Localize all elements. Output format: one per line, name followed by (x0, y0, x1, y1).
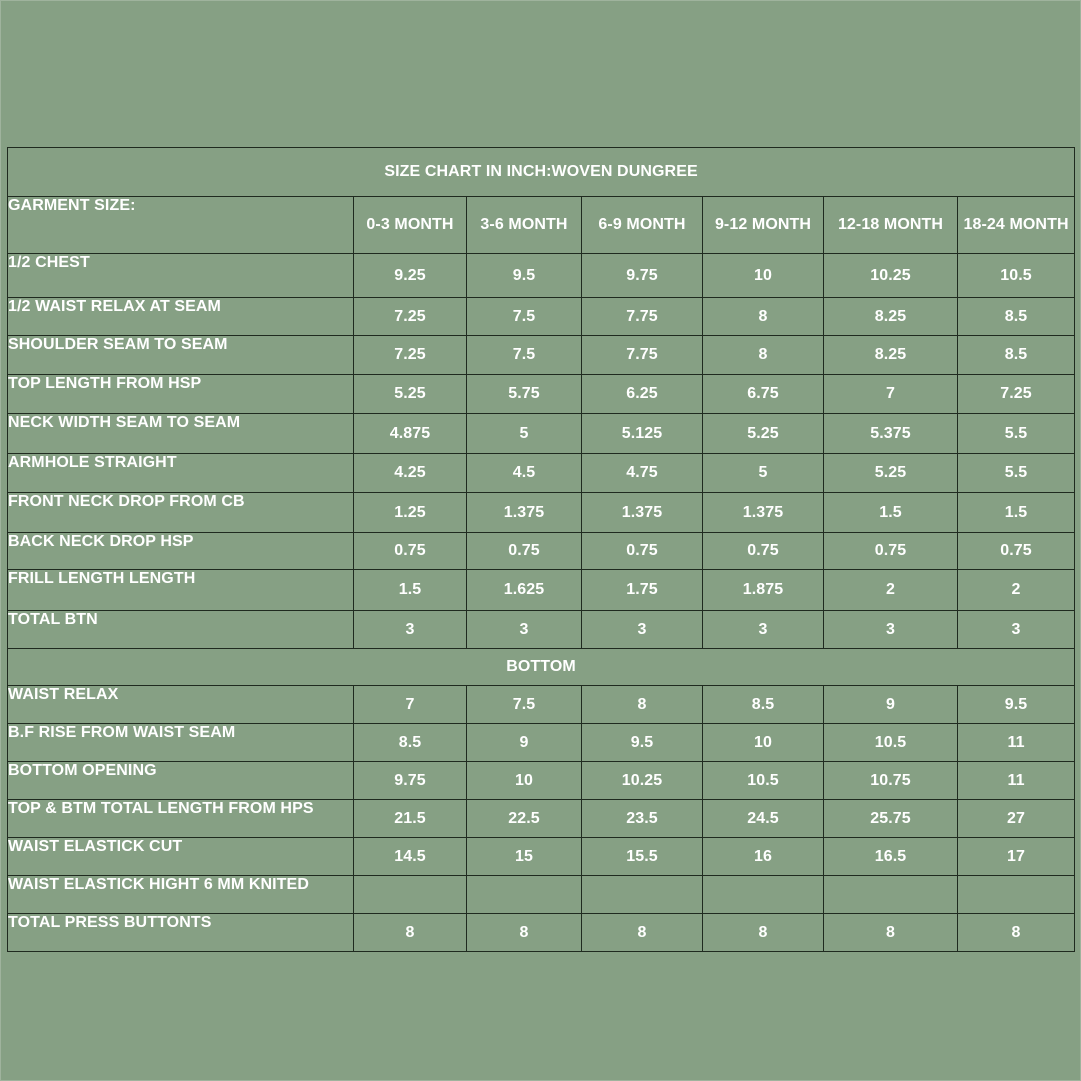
measurement-label: FRILL LENGTH LENGTH (8, 570, 354, 611)
measurement-value: 3 (703, 611, 824, 649)
measurement-value: 9.25 (354, 254, 467, 298)
measurement-value: 10.25 (582, 762, 703, 800)
measurement-value: 11 (958, 762, 1075, 800)
measurement-value: 3 (958, 611, 1075, 649)
measurement-row (8, 800, 1075, 838)
measurement-value: 9.5 (467, 254, 582, 298)
measurement-row (8, 686, 1075, 724)
measurement-value: 1.5 (958, 493, 1075, 533)
measurement-value: 5.75 (467, 375, 582, 414)
title-row (8, 148, 1075, 197)
measurement-value: 7.75 (582, 336, 703, 375)
measurement-value: 10 (703, 254, 824, 298)
measurement-value: 10.5 (824, 724, 958, 762)
measurement-value: 2 (958, 570, 1075, 611)
measurement-value: 5.25 (703, 414, 824, 454)
measurement-value: 8.5 (703, 686, 824, 724)
measurement-row (8, 254, 1075, 298)
measurement-value: 8.25 (824, 336, 958, 375)
measurement-value: 16 (703, 838, 824, 876)
section-row (8, 649, 1075, 686)
measurement-label: TOP & BTM TOTAL LENGTH FROM HPS (8, 800, 354, 838)
measurement-value: 27 (958, 800, 1075, 838)
measurement-row (8, 493, 1075, 533)
measurement-value: 1.75 (582, 570, 703, 611)
measurement-row (8, 533, 1075, 570)
measurement-value: 8.5 (958, 298, 1075, 336)
measurement-label: WAIST RELAX (8, 686, 354, 724)
measurement-value: 1.375 (703, 493, 824, 533)
measurement-value: 15.5 (582, 838, 703, 876)
measurement-value: 8 (703, 914, 824, 952)
measurement-value: 0.75 (582, 533, 703, 570)
chart-title: SIZE CHART IN INCH:WOVEN DUNGREE (8, 148, 1075, 197)
measurement-value: 9.75 (354, 762, 467, 800)
measurement-label: 1/2 CHEST (8, 254, 354, 298)
measurement-value: 9.5 (958, 686, 1075, 724)
measurement-value: 9.75 (582, 254, 703, 298)
measurement-value (703, 876, 824, 914)
measurement-value: 10.25 (824, 254, 958, 298)
measurement-value: 0.75 (467, 533, 582, 570)
measurement-value: 3 (467, 611, 582, 649)
measurement-value: 0.75 (958, 533, 1075, 570)
measurement-row (8, 414, 1075, 454)
measurement-value: 8 (582, 914, 703, 952)
measurement-value: 6.75 (703, 375, 824, 414)
measurement-value: 10.5 (703, 762, 824, 800)
measurement-value: 7.5 (467, 298, 582, 336)
measurement-value: 4.25 (354, 454, 467, 493)
measurement-value: 5 (467, 414, 582, 454)
measurement-row (8, 336, 1075, 375)
measurement-label: WAIST ELASTICK CUT (8, 838, 354, 876)
measurement-value: 8 (354, 914, 467, 952)
measurement-value: 16.5 (824, 838, 958, 876)
measurement-label: BACK NECK DROP HSP (8, 533, 354, 570)
measurement-row (8, 876, 1075, 914)
measurement-value: 10 (467, 762, 582, 800)
measurement-value (582, 876, 703, 914)
size-header: 9-12 MONTH (703, 197, 824, 254)
measurement-value: 1.875 (703, 570, 824, 611)
measurement-value: 2 (824, 570, 958, 611)
measurement-value: 9.5 (582, 724, 703, 762)
measurement-value: 1.625 (467, 570, 582, 611)
measurement-value: 23.5 (582, 800, 703, 838)
measurement-value: 7.25 (354, 298, 467, 336)
measurement-value: 7 (824, 375, 958, 414)
measurement-value: 8 (824, 914, 958, 952)
measurement-label: FRONT NECK DROP FROM CB (8, 493, 354, 533)
measurement-value: 10.75 (824, 762, 958, 800)
measurement-value: 11 (958, 724, 1075, 762)
measurement-value (467, 876, 582, 914)
size-header: 6-9 MONTH (582, 197, 703, 254)
measurement-label: TOP LENGTH FROM HSP (8, 375, 354, 414)
size-header: 0-3 MONTH (354, 197, 467, 254)
measurement-value: 7.5 (467, 686, 582, 724)
measurement-value: 10 (703, 724, 824, 762)
garment-size-label: GARMENT SIZE: (8, 197, 354, 254)
measurement-label: BOTTOM OPENING (8, 762, 354, 800)
measurement-value: 5.125 (582, 414, 703, 454)
measurement-value: 5.5 (958, 414, 1075, 454)
measurement-value: 3 (354, 611, 467, 649)
measurement-value: 3 (824, 611, 958, 649)
measurement-value: 15 (467, 838, 582, 876)
measurement-row (8, 762, 1075, 800)
size-header-row (8, 197, 1075, 254)
measurement-value (354, 876, 467, 914)
size-chart-body (8, 148, 1075, 952)
measurement-value: 21.5 (354, 800, 467, 838)
size-header: 3-6 MONTH (467, 197, 582, 254)
measurement-value: 7.25 (354, 336, 467, 375)
measurement-row (8, 611, 1075, 649)
measurement-value: 1.5 (824, 493, 958, 533)
measurement-label: ARMHOLE STRAIGHT (8, 454, 354, 493)
measurement-value: 8 (467, 914, 582, 952)
measurement-label: NECK WIDTH SEAM TO SEAM (8, 414, 354, 454)
measurement-value: 0.75 (824, 533, 958, 570)
measurement-value: 14.5 (354, 838, 467, 876)
size-chart-table (7, 147, 1075, 952)
measurement-value: 0.75 (703, 533, 824, 570)
measurement-label: B.F RISE FROM WAIST SEAM (8, 724, 354, 762)
measurement-value: 8 (958, 914, 1075, 952)
measurement-row (8, 454, 1075, 493)
measurement-row (8, 298, 1075, 336)
measurement-row (8, 375, 1075, 414)
measurement-value: 17 (958, 838, 1075, 876)
measurement-value: 8.5 (958, 336, 1075, 375)
measurement-label: TOTAL PRESS BUTTONTS (8, 914, 354, 952)
measurement-value: 9 (824, 686, 958, 724)
measurement-value: 22.5 (467, 800, 582, 838)
measurement-value: 8.5 (354, 724, 467, 762)
measurement-value: 8 (703, 298, 824, 336)
measurement-value: 6.25 (582, 375, 703, 414)
measurement-label: SHOULDER SEAM TO SEAM (8, 336, 354, 375)
measurement-value: 1.375 (582, 493, 703, 533)
measurement-value: 8 (582, 686, 703, 724)
measurement-value: 1.5 (354, 570, 467, 611)
measurement-value: 1.25 (354, 493, 467, 533)
measurement-value: 7.5 (467, 336, 582, 375)
measurement-value: 1.375 (467, 493, 582, 533)
measurement-value: 9 (467, 724, 582, 762)
measurement-value: 4.75 (582, 454, 703, 493)
size-header: 18-24 MONTH (958, 197, 1075, 254)
measurement-value: 5.375 (824, 414, 958, 454)
measurement-row (8, 914, 1075, 952)
measurement-row (8, 724, 1075, 762)
measurement-value: 24.5 (703, 800, 824, 838)
measurement-label: WAIST ELASTICK HIGHT 6 MM KNITED (8, 876, 354, 914)
measurement-value: 4.5 (467, 454, 582, 493)
measurement-value (958, 876, 1075, 914)
measurement-value: 5.25 (824, 454, 958, 493)
measurement-value: 5.25 (354, 375, 467, 414)
measurement-value: 7.25 (958, 375, 1075, 414)
measurement-value: 5 (703, 454, 824, 493)
measurement-row (8, 570, 1075, 611)
measurement-value: 10.5 (958, 254, 1075, 298)
measurement-value: 25.75 (824, 800, 958, 838)
measurement-value: 5.5 (958, 454, 1075, 493)
measurement-value: 3 (582, 611, 703, 649)
measurement-row (8, 838, 1075, 876)
measurement-value: 7 (354, 686, 467, 724)
measurement-value: 7.75 (582, 298, 703, 336)
measurement-value (824, 876, 958, 914)
measurement-value: 8.25 (824, 298, 958, 336)
measurement-value: 4.875 (354, 414, 467, 454)
section-heading-bottom: BOTTOM (8, 649, 1075, 686)
measurement-label: 1/2 WAIST RELAX AT SEAM (8, 298, 354, 336)
size-header: 12-18 MONTH (824, 197, 958, 254)
measurement-label: TOTAL BTN (8, 611, 354, 649)
measurement-value: 8 (703, 336, 824, 375)
measurement-value: 0.75 (354, 533, 467, 570)
